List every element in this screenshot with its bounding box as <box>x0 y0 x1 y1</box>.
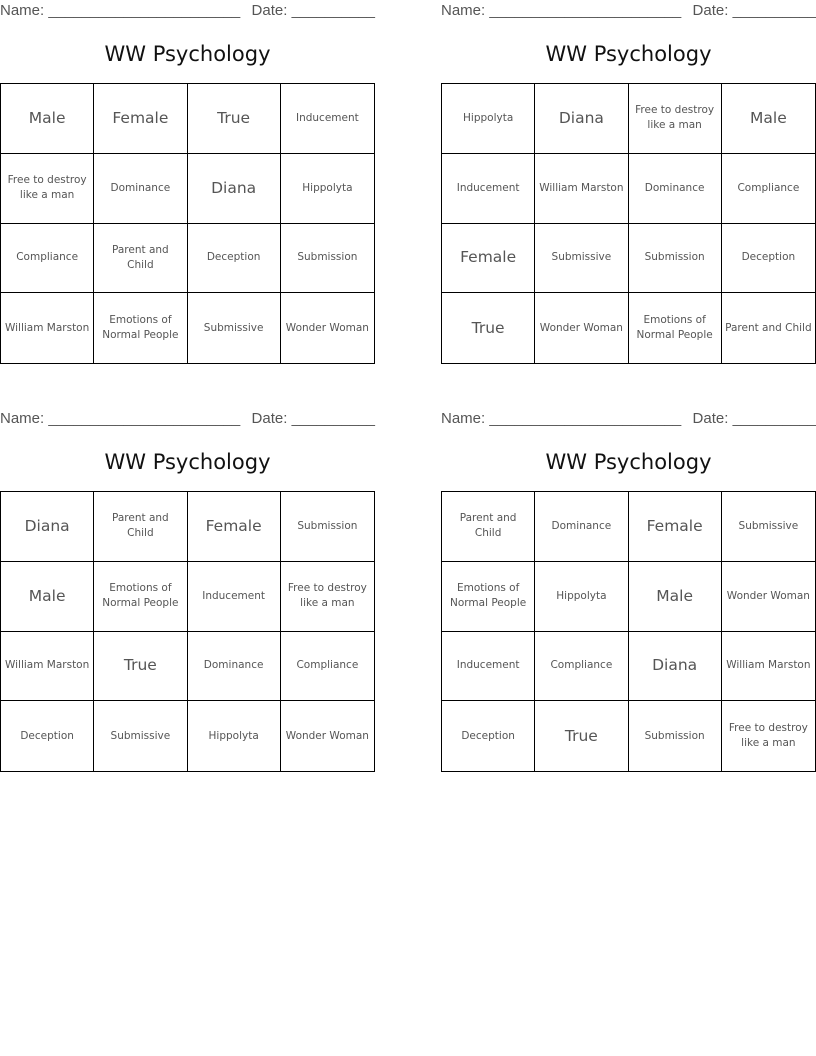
card-title: WW Psychology <box>545 42 712 66</box>
bingo-cell: Diana <box>629 632 722 702</box>
bingo-cell: Dominance <box>94 154 187 224</box>
bingo-cell: Hippolyta <box>442 84 535 154</box>
date-field[interactable]: Date: __________ <box>692 2 816 19</box>
bingo-cell: True <box>535 701 628 771</box>
name-field[interactable]: Name: _______________________ <box>441 2 682 19</box>
bingo-cell: Inducement <box>281 84 374 154</box>
bingo-cell: True <box>94 632 187 702</box>
bingo-cell: Female <box>188 492 281 562</box>
bingo-cell: Submissive <box>188 293 281 363</box>
bingo-cell: Diana <box>535 84 628 154</box>
bingo-cell: Inducement <box>442 632 535 702</box>
bingo-grid <box>441 491 816 772</box>
name-field[interactable]: Name: _______________________ <box>441 410 682 427</box>
bingo-grid <box>0 491 375 772</box>
name-field[interactable]: Name: _______________________ <box>0 2 241 19</box>
bingo-cell: Deception <box>722 224 815 294</box>
bingo-grid <box>441 83 816 364</box>
bingo-cell: Diana <box>1 492 94 562</box>
bingo-cell: Female <box>629 492 722 562</box>
bingo-cell: Parent and Child <box>725 321 812 334</box>
bingo-cell: William Marston <box>722 632 815 702</box>
name-field[interactable]: Name: _______________________ <box>0 410 241 427</box>
card-header <box>0 408 375 430</box>
bingo-cell: Dominance <box>188 632 281 702</box>
date-field[interactable]: Date: __________ <box>251 410 375 427</box>
date-field[interactable]: Date: __________ <box>692 410 816 427</box>
card-title: WW Psychology <box>104 42 271 66</box>
bingo-cell: Female <box>442 224 535 294</box>
bingo-cell: Inducement <box>188 562 281 632</box>
bingo-cell: Hippolyta <box>535 562 628 632</box>
bingo-cell: Male <box>1 562 94 632</box>
card-header <box>0 0 375 22</box>
card-title: WW Psychology <box>104 450 271 474</box>
bingo-cell: Hippolyta <box>281 154 374 224</box>
bingo-cell: Deception <box>188 224 281 294</box>
bingo-cell: Submission <box>629 224 722 294</box>
bingo-cell: William Marston <box>535 154 628 224</box>
bingo-cell: Female <box>94 84 187 154</box>
bingo-cell: William Marston <box>1 632 94 702</box>
bingo-cell: Compliance <box>722 154 815 224</box>
bingo-cell: Free to destroy like a man <box>728 722 808 750</box>
card-header <box>441 408 816 430</box>
bingo-cell: Emotions of Normal People <box>629 293 722 363</box>
bingo-cell: Wonder Woman <box>285 729 369 742</box>
bingo-cell: Submission <box>281 224 374 294</box>
bingo-grid <box>0 83 375 364</box>
bingo-cell: Compliance <box>281 632 374 702</box>
bingo-cell: Male <box>1 84 94 154</box>
bingo-cell: Submissive <box>535 224 628 294</box>
card-header <box>441 0 816 22</box>
bingo-cell: Dominance <box>629 154 722 224</box>
bingo-cell: Deception <box>1 701 94 771</box>
bingo-cell: Submissive <box>722 492 815 562</box>
bingo-cell: Wonder Woman <box>722 562 815 632</box>
bingo-cell: Submission <box>281 492 374 562</box>
card-title: WW Psychology <box>545 450 712 474</box>
bingo-cell: Dominance <box>535 492 628 562</box>
bingo-cell: True <box>188 84 281 154</box>
bingo-cell: Emotions of Normal People <box>94 293 187 363</box>
bingo-cell: Parent and Child <box>442 492 535 562</box>
bingo-cell: Male <box>722 84 815 154</box>
bingo-cell: Wonder Woman <box>285 321 369 334</box>
date-field[interactable]: Date: __________ <box>251 2 375 19</box>
bingo-cell: Inducement <box>442 154 535 224</box>
bingo-cell: Parent and Child <box>94 492 187 562</box>
bingo-cell: Compliance <box>1 224 94 294</box>
bingo-cell: Submission <box>629 701 722 771</box>
bingo-cell: Parent and Child <box>94 224 187 294</box>
bingo-cell: Free to destroy like a man <box>629 84 722 154</box>
bingo-cell: Emotions of Normal People <box>442 562 535 632</box>
bingo-cell: Hippolyta <box>188 701 281 771</box>
bingo-cell: Free to destroy like a man <box>281 562 374 632</box>
bingo-cell: Wonder Woman <box>535 293 628 363</box>
bingo-cell: Male <box>629 562 722 632</box>
bingo-cell: True <box>442 293 535 363</box>
bingo-cell: Submissive <box>94 701 187 771</box>
bingo-cell: Deception <box>442 701 535 771</box>
bingo-cell: Free to destroy like a man <box>1 154 94 224</box>
bingo-cell: William Marston <box>1 293 94 363</box>
bingo-cell: Compliance <box>535 632 628 702</box>
bingo-cell: Emotions of Normal People <box>94 562 187 632</box>
bingo-cell: Diana <box>188 154 281 224</box>
